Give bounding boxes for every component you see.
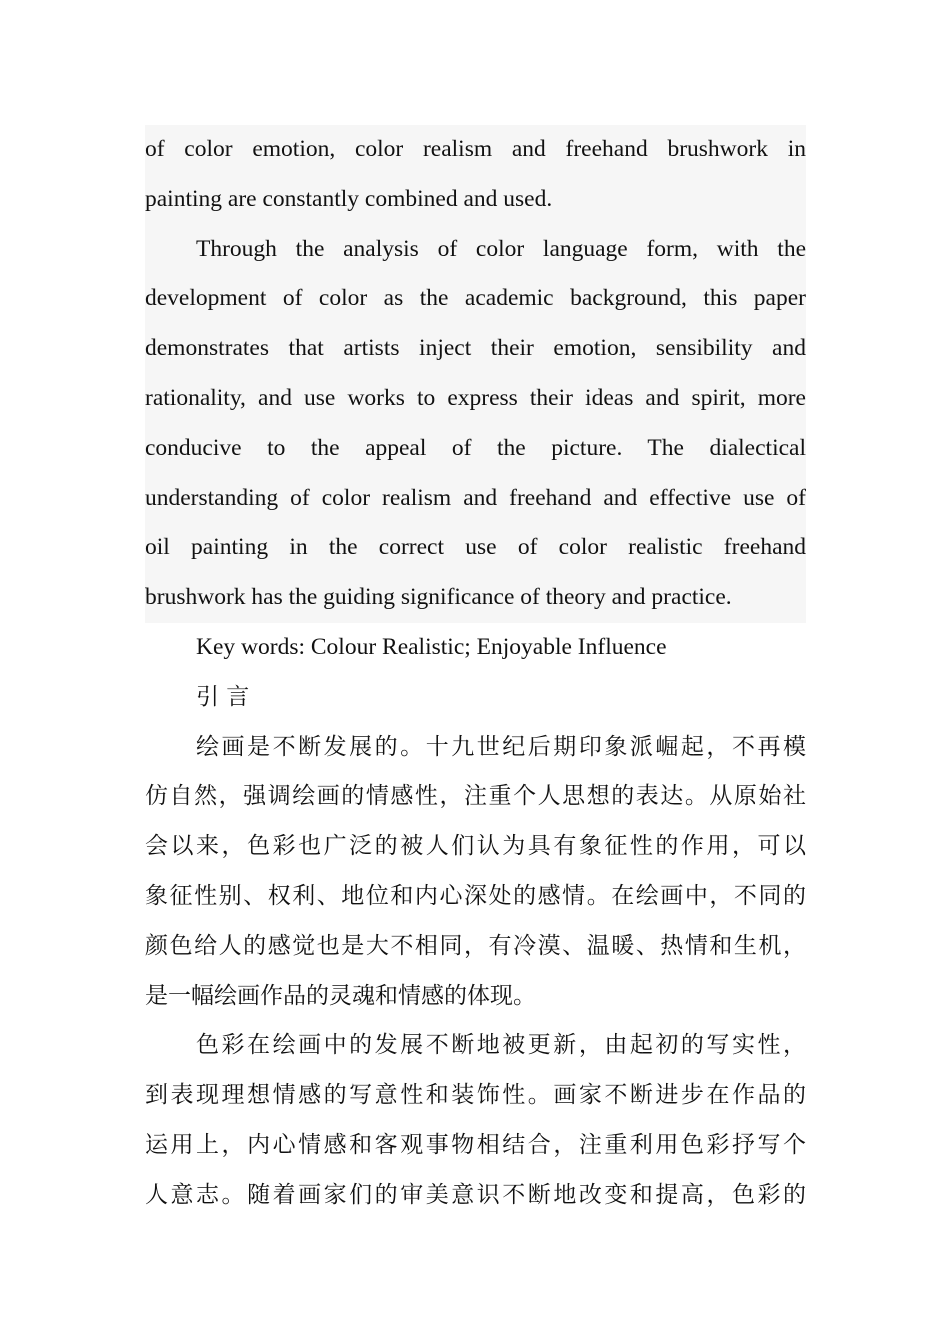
text-line: brushwork has the guiding significance of theory and practice. bbox=[145, 573, 806, 623]
text-line: oil painting in the correct use of color realistic freehand bbox=[145, 523, 806, 573]
keywords-line: Key words: Colour Realistic; Enjoyable Influence bbox=[196, 633, 667, 660]
intro-paragraph-1 bbox=[145, 723, 806, 1022]
text-line: 颜色给人的感觉也是大不相同，有冷漠、温暖、热情和生机， bbox=[145, 932, 806, 959]
text-line: 人意志。随着画家们的审美意识不断地改变和提高，色彩的 bbox=[145, 1181, 806, 1208]
text-line: 色彩在绘画中的发展不断地被更新，由起初的写实性， bbox=[196, 1032, 806, 1059]
text-line: 运用上，内心情感和客观事物相结合，注重利用色彩抒写个 bbox=[145, 1131, 806, 1158]
text-line: 是一幅绘画作品的灵魂和情感的体现。 bbox=[145, 982, 536, 1009]
text-line: 会以来，色彩也广泛的被人们认为具有象征性的作用，可以 bbox=[145, 833, 806, 860]
text-line: 到表现理想情感的写意性和装饰性。画家不断进步在作品的 bbox=[145, 1082, 806, 1109]
text-line: 绘画是不断发展的。十九世纪后期印象派崛起，不再模 bbox=[196, 733, 806, 760]
text-line: development of color as the academic background, this paper bbox=[145, 274, 806, 324]
text-line: of color emotion, color realism and freehand brushwork in bbox=[145, 125, 806, 175]
text-line: demonstrates that artists inject their emotion, sensibility and bbox=[145, 324, 806, 374]
intro-paragraph-2 bbox=[145, 1021, 806, 1220]
text-line: rationality, and use works to express their ideas and spirit, more bbox=[145, 374, 806, 424]
text-line: conducive to the appeal of the picture. The dialectical bbox=[145, 424, 806, 474]
text-line: understanding of color realism and freehand and effective use of bbox=[145, 474, 806, 524]
section-heading: 引 言 bbox=[196, 683, 250, 710]
page-body bbox=[145, 125, 806, 1221]
text-line: painting are constantly combined and used. bbox=[145, 175, 806, 225]
text-line: 仿自然，强调绘画的情感性，注重个人思想的表达。从原始社 bbox=[145, 783, 806, 810]
text-line: Through the analysis of color language form, with the bbox=[145, 225, 806, 275]
abstract-paragraph bbox=[145, 225, 806, 623]
abstract-continued-paragraph bbox=[145, 125, 806, 225]
text-line: 象征性别、权利、地位和内心深处的感情。在绘画中，不同的 bbox=[145, 882, 806, 909]
